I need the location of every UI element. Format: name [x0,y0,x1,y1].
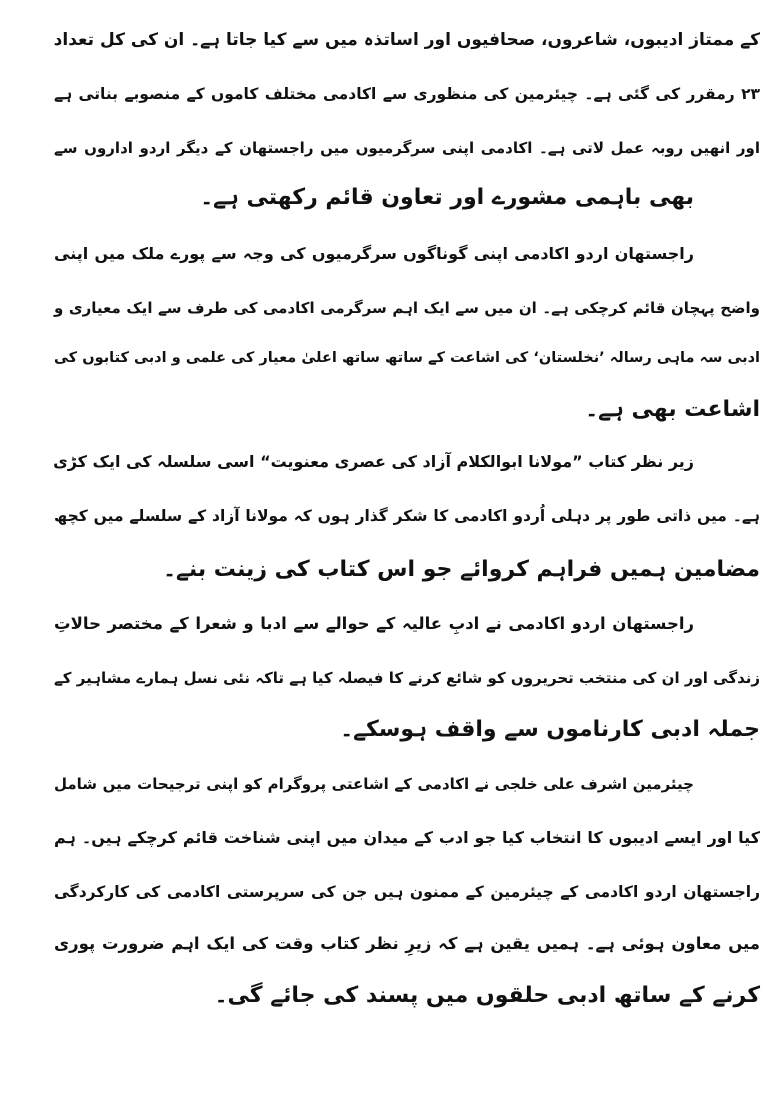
text-line: ہے۔ میں ذاتی طور پر دہلی اُردو اکادمی کا شکر گذار ہوں کہ مولانا آزاد کے سلسلے میں کچھ [54,507,760,525]
text-line: اور انھیں روبہ عمل لاتی ہے۔ اکادمی اپنی سرگرمیوں میں راجستھان کے دیگر اردو اداروں سے [54,139,760,157]
text-line: بھی باہمی مشورے اور تعاون قائم رکھتی ہے۔ [200,185,694,210]
text-line: جملہ ادبی کارناموں سے واقف ہوسکے۔ [340,717,760,742]
text-line: کرنے کے ساتھ ادبی حلقوں میں پسند کی جائے گی۔ [214,983,760,1008]
text-line: راجستھان اردو اکادمی نے ادبِ عالیہ کے حوالے سے ادبا و شعرا کے مختصر حالاتِ [54,614,694,633]
text-line: ادبی سہ ماہی رسالہ ’نخلستان‘ کی اشاعت کے ساتھ ساتھ اعلیٰ معیار کی علمی و ادبی کتابوں کی [54,350,760,366]
text-line: مضامین ہمیں فراہم کروائے جو اس کتاب کی زینت بنے۔ [163,557,760,582]
text-line: زندگی اور ان کی منتخب تحریروں کو شائع کرنے کا فیصلہ کیا ہے تاکہ نئی نسل ہمارے مشاہیر کے [54,669,760,687]
text-line: اشاعت بھی ہے۔ [585,397,760,422]
text-line: چیئرمین اشرف علی خلجی نے اکادمی کے اشاعتی پروگرام کو اپنی ترجیحات میں شامل [54,775,694,793]
text-line: زیر نظر کتاب ”مولانا ابوالکلام آزاد کی عصری معنویت“ اسی سلسلہ کی ایک کڑی [53,452,694,471]
text-line: کیا اور ایسے ادیبوں کا انتخاب کیا جو ادب کے میدان میں اپنی شناخت قائم کرچکے ہیں۔ ہم [54,828,760,847]
text-line: راجستھان اردو اکادمی اپنی گوناگوں سرگرمیوں کی وجہ سے پورے ملک میں اپنی [54,244,694,263]
text-line: راجستھان اردو اکادمی کے چیئرمین کے ممنون ہیں جن کی سرپرستی اکادمی کی کارکردگی [54,883,760,901]
text-line: واضح پہچان قائم کرچکی ہے۔ ان میں سے ایک اہم سرگرمی اکادمی کی طرف سے ایک معیاری و [54,299,760,317]
text-line: ۲۳ رمقرر کی گئی ہے۔ چیئرمین کی منظوری سے اکادمی مختلف کاموں کے منصوبے بناتی ہے [54,85,760,103]
text-line: کے ممتاز ادیبوں، شاعروں، صحافیوں اور اساتذہ میں سے کیا جاتا ہے۔ ان کی کل تعداد [53,30,760,50]
text-line: میں معاون ہوئی ہے۔ ہمیں یقین ہے کہ زیرِ نظر کتاب وقت کی ایک اہم ضرورت پوری [54,934,760,953]
